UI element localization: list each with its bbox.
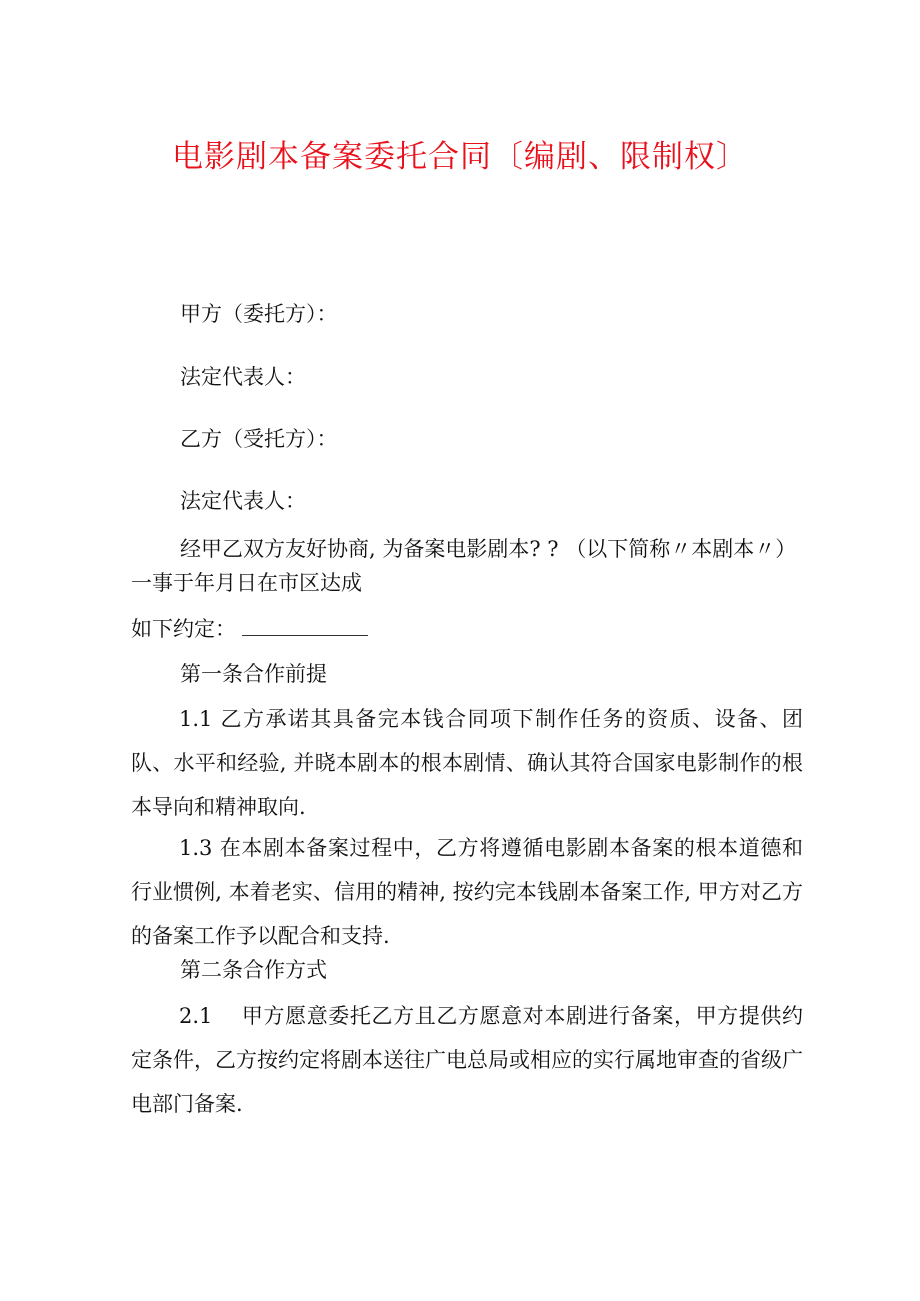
party-a-representative-line: 法定代表人：: [180, 365, 306, 389]
clause-1-3: 1.3 在本剧本备案过程中，乙方将遵循电影剧本备案的根本道德和行业惯例, 本着老实、信用的精神, 按约完本钱剧本备案工作, 甲方对乙方的备案工作予以配合和支持.: [131, 836, 803, 948]
party-a-line: 甲方（委托方）：: [180, 302, 338, 326]
document-title: 电影剧本备案委托合同〔编剧、限制权〕: [172, 139, 748, 175]
agreement-label: 如下约定：: [131, 617, 236, 641]
article-1-heading: 第一条合作前提: [180, 662, 327, 686]
intro-line-1: 经甲乙双方友好协商, 为备案电影剧本? ? （以下简称〃本剧本〃）: [180, 537, 797, 561]
party-b-line: 乙方（受托方）：: [180, 427, 338, 451]
agreement-line: [131, 614, 368, 644]
clause-1-1: 1.1 乙方承诺其具备完本钱合同项下制作任务的资质、设备、团队、水平和经验, 并晓本剧本的根本剧情、确认其符合国家电影制作的根本导向和精神取向.: [131, 707, 803, 819]
blank-underline: [242, 615, 368, 636]
intro-line-2: 一事于年月日在市区达成: [131, 571, 362, 595]
article-2-heading: 第二条合作方式: [180, 958, 327, 982]
clause-2-1: 2.1 甲方愿意委托乙方且乙方愿意对本剧进行备案，甲方提供约定条件，乙方按约定将剧本送往广电总局或相应的实行属地审查的省级广电部门备案.: [131, 1004, 803, 1116]
party-b-representative-line: 法定代表人：: [180, 489, 306, 513]
